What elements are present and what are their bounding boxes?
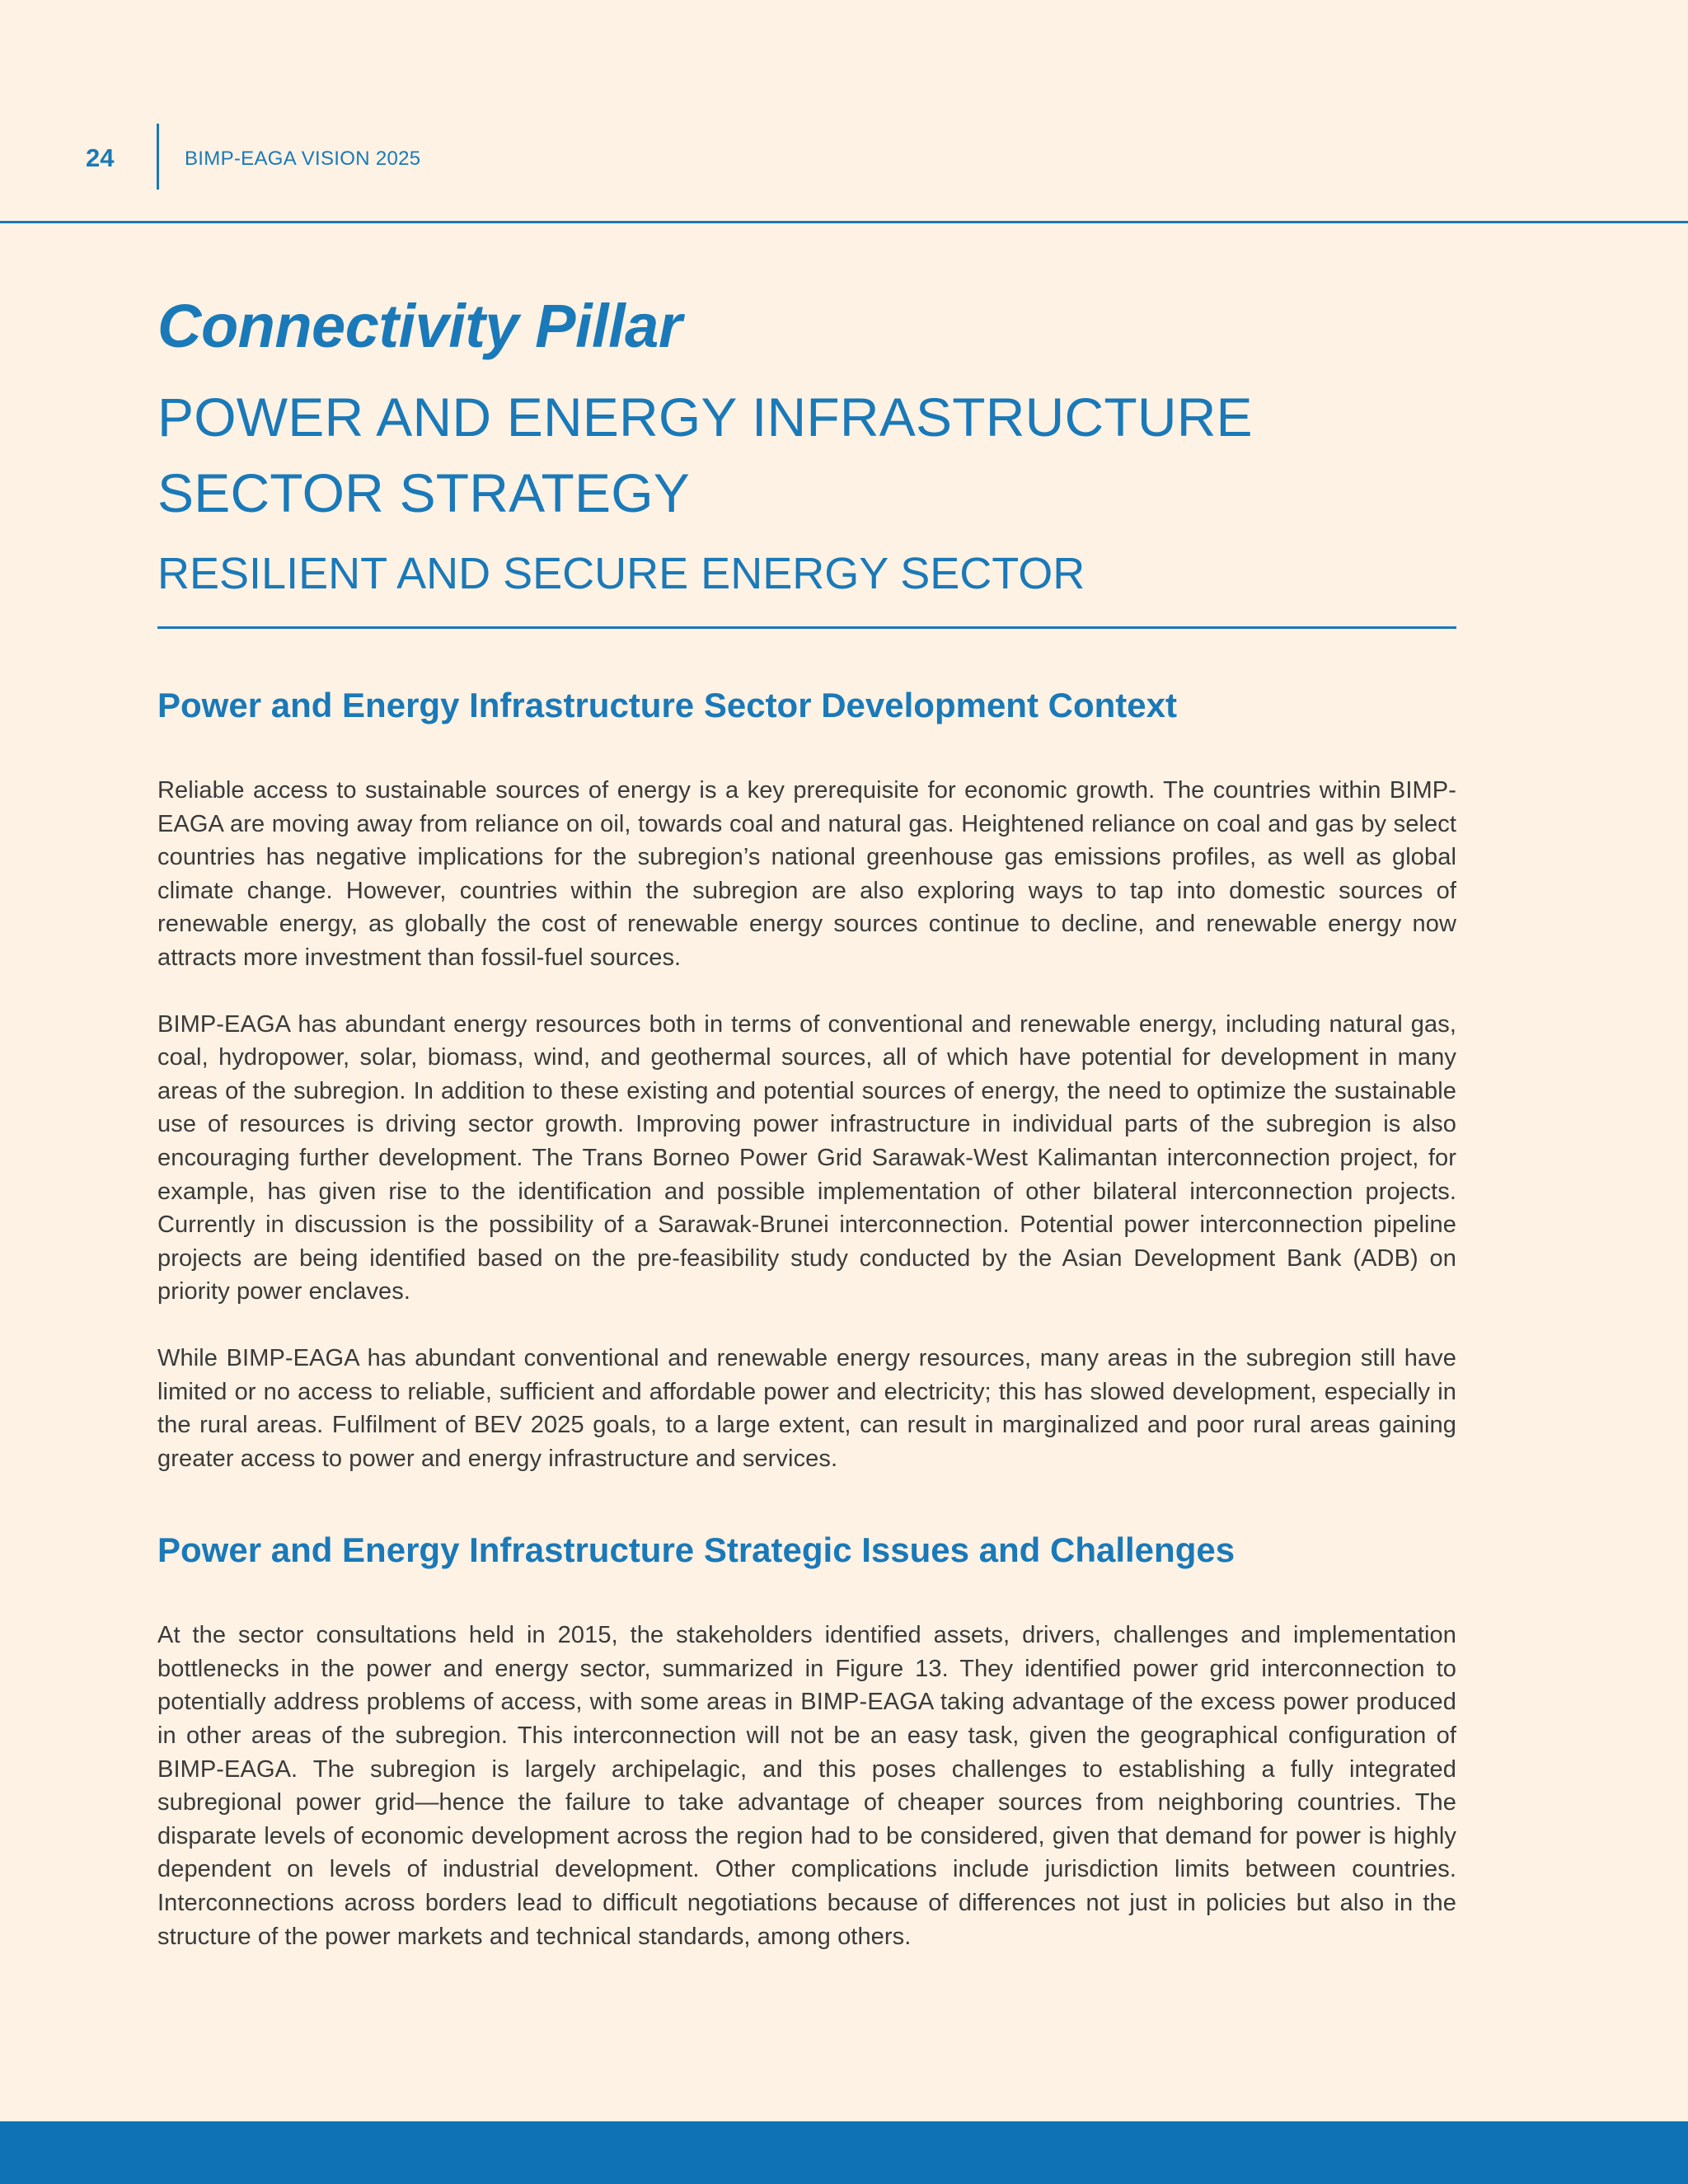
paragraph: While BIMP-EAGA has abundant conventional and renewable energy resources, many areas in the subregion still have limited or no access to reliable, sufficient and affordable power and electricity; this has slowed development, especially in the rural areas. Fulfilment of BEV 2025 goals, to a large extent, can result in marginalized and poor rural areas gaining greater access to power and energy infrastructure and services.	[157, 1344, 1456, 1472]
pillar-title: Connectivity Pillar	[157, 292, 682, 360]
header-rule	[0, 221, 1688, 223]
running-title: BIMP-EAGA VISION 2025	[185, 148, 421, 170]
section-heading-strategic-issues: Power and Energy Infrastructure Strategic Issues and Challenges	[157, 1530, 1236, 1570]
paragraph: At the sector consultations held in 2015, the stakeholders identified assets, drivers, challenges and implementation bottlenecks in the power and energy sector, summarized in Figure 13. They identified power grid interconnection to potentially address problems of access, with some areas in BIMP-EAGA taking advantage of the excess power produced in other areas of the subregion. This interconnection will not be an easy task, given the geographical configuration of BIMP-EAGA. The subregion is largely archipelagic, and this poses challenges to establishing a fully integrated subregional power grid—hence the failure to take advantage of cheaper sources from neighboring countries. The disparate levels of economic development across the region had to be considered, given that demand for power is highly dependent on levels of industrial development. Other complications include jurisdiction limits between countries. Interconnections across borders lead to difficult negotiations because of differences not just in policies but also in the structure of the power markets and technical standards, among others.	[157, 1622, 1456, 1950]
title-rule	[157, 626, 1456, 629]
page-content	[157, 280, 1456, 1953]
section-heading-development-context: Power and Energy Infrastructure Sector Development Context	[157, 686, 1177, 724]
paragraph: BIMP-EAGA has abundant energy resources both in terms of conventional and renewable energy, including natural gas, coal, hydropower, solar, biomass, wind, and geothermal sources, all of which have potential for development in many areas of the subregion. In addition to these existing and potential sources of energy, the need to optimize the sustainable use of resources is driving sector growth. Improving power infrastructure in individual parts of the subregion is also encouraging further development. The Trans Borneo Power Grid Sarawak-West Kalimantan interconnection project, for example, has given rise to the identification and possible implementation of other bilateral interconnection projects. Currently in discussion is the possibility of a Sarawak-Brunei interconnection. Potential power interconnection pipeline projects are being identified based on the pre-feasibility study conducted by the Asian Development Bank (ADB) on priority power enclaves.	[157, 1010, 1456, 1305]
sub-strategy-title: RESILIENT AND SECURE ENERGY SECTOR	[157, 549, 1085, 598]
header-divider	[157, 124, 159, 190]
strategy-title-line-1: POWER AND ENERGY INFRASTRUCTURE	[157, 387, 1253, 448]
footer-band	[0, 2121, 1688, 2184]
page-header	[0, 0, 1688, 224]
page-number: 24	[86, 143, 115, 172]
strategy-title-line-2: SECTOR STRATEGY	[157, 462, 690, 523]
strategy-title	[157, 379, 1456, 531]
paragraph: Reliable access to sustainable sources of energy is a key prerequisite for economic growth. The countries within BIMP-EAGA are moving away from reliance on oil, towards coal and natural gas. Heightened reliance on coal and gas by select countries has negative implications for the subregion’s national greenhouse gas emissions profiles, as well as global climate change. However, countries within the subregion are also exploring ways to tap into domestic sources of renewable energy, as globally the cost of renewable energy sources continue to decline, and renewable energy now attracts more investment than fossil-fuel sources.	[157, 777, 1456, 971]
